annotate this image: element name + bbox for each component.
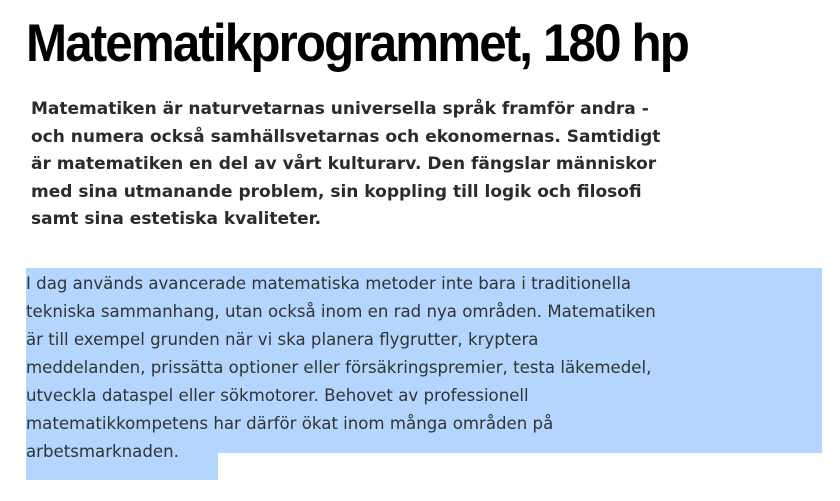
body-line: meddelanden, prissätta optioner eller försäkringspremier, testa läkemedel, [26,358,652,377]
intro-paragraph [31,96,821,234]
body-line: utveckla dataspel eller sökmotorer. Behovet av professionell [26,386,529,405]
intro-line: är matematiken en del av vårt kulturarv. Den fängslar människor [31,154,657,174]
intro-line: samt sina estetiska kvaliteter. [31,209,322,229]
intro-line: med sina utmanande problem, sin koppling till logik och filosofi [31,181,642,202]
page-title: Matematikprogrammet, 180 hp [26,14,688,73]
body-line: är till exempel grunden när vi ska planera flygrutter, kryptera [26,330,539,349]
body-line: I dag används avancerade matematiska metoder inte bara i traditionella [26,274,632,293]
body-line: arbetsmarknaden. [26,442,179,461]
intro-line: Matematiken är naturvetarnas universella språk framför andra - [31,99,649,119]
body-line: tekniska sammanhang, utan också inom en rad nya områden. Matematiken [26,302,656,321]
body-paragraph-selected[interactable] [26,270,826,466]
intro-line: och numera också samhällsvetarnas och ekonomernas. Samtidigt [31,126,661,147]
body-line: matematikkompetens har därför ökat inom många områden på [26,414,554,433]
